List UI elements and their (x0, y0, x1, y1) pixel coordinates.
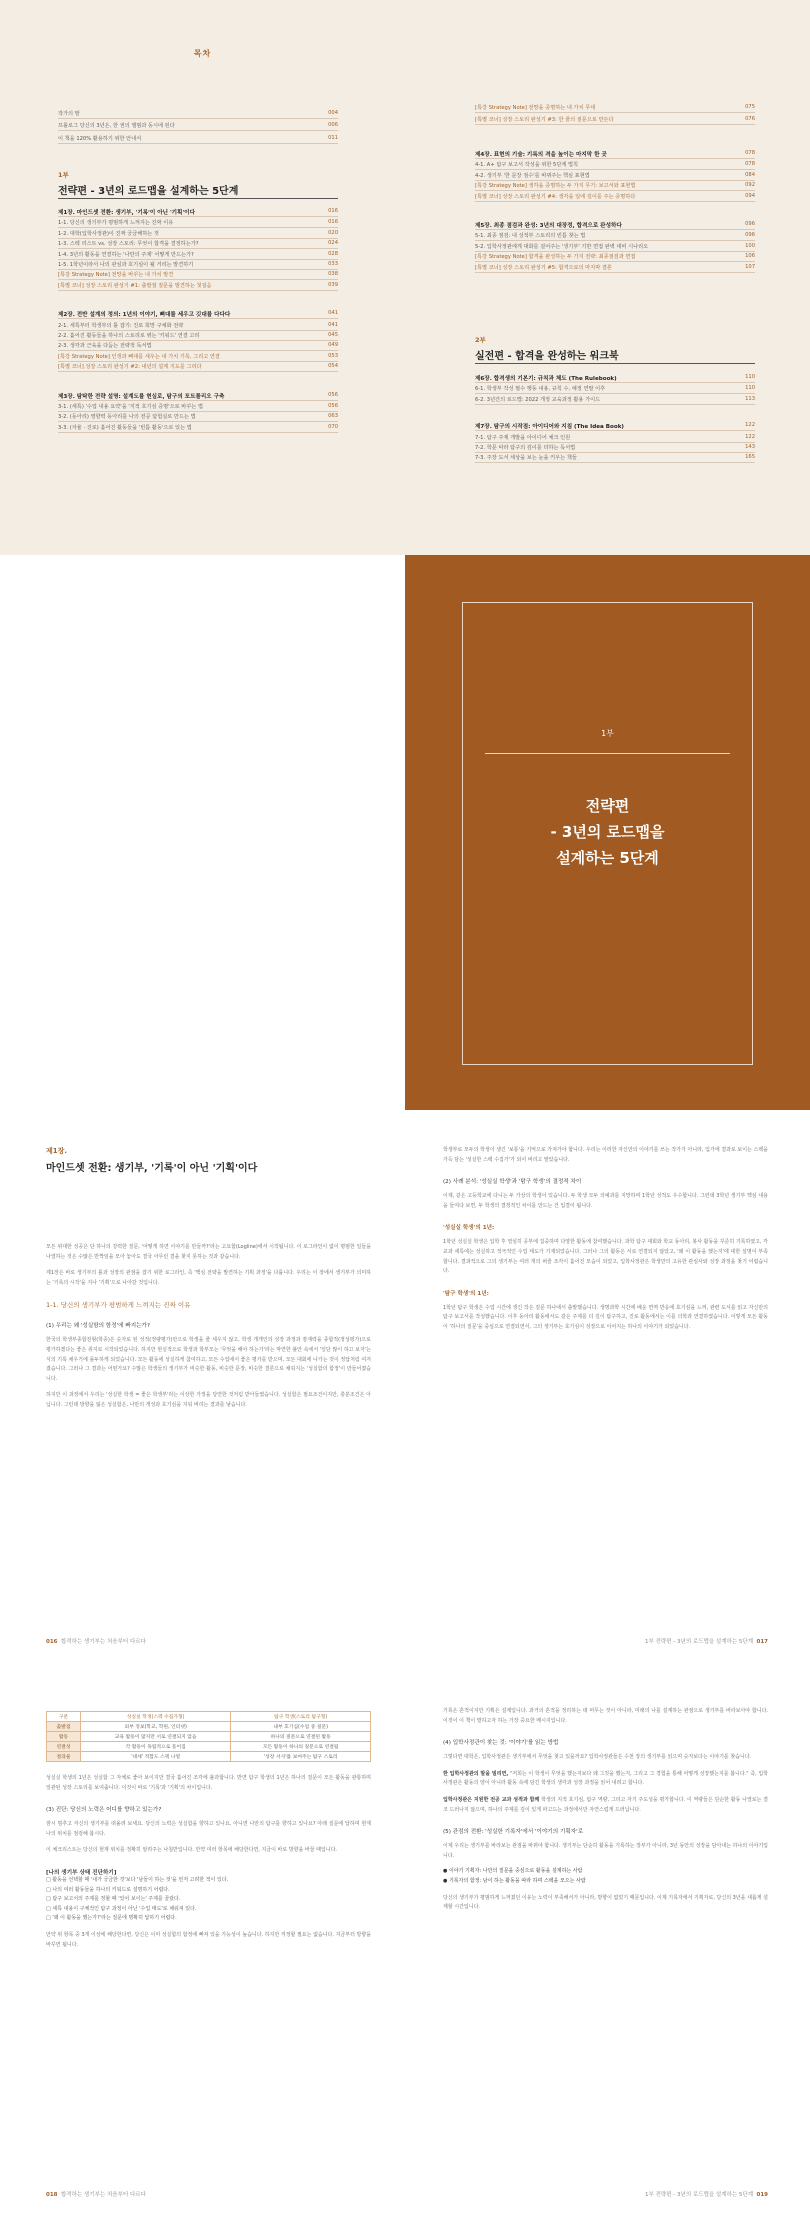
toc-entry-page: 070 (328, 423, 338, 430)
toc-entry-title: 7-2. 학문 따라 탐구의 깊이를 더하는 독서법 (475, 445, 576, 451)
toc-entry-title: 4-2. 생기부 '한 문장 점수'를 바꿔주는 핵심 표현법 (475, 172, 590, 179)
part-title-line: 전략편 (585, 797, 630, 815)
toc-entry (475, 385, 755, 394)
toc-entry-page: 016 (328, 219, 338, 226)
toc-entry-title: 1-4. 3년의 활동을 연결하는 '나만의 주제' 어떻게 만드는가? (58, 251, 194, 258)
toc-entry (58, 353, 338, 362)
toc-entry-title: [특별 코너] 성장 스토리 완성기 #4: 생각을 일에 깊이를 주는 증명하다 (475, 193, 636, 200)
chapter-number: 제1장. (46, 1147, 68, 1155)
toc-entry (58, 403, 338, 412)
table-row (47, 1732, 371, 1742)
table-header-row (47, 1712, 371, 1722)
checklist-item: □ 활동을 선택할 때 '내가 궁금한 것'보다 '남들이 하는 것'을 먼저 고려한 적이 있다. (46, 1876, 229, 1883)
page-footer (645, 2190, 768, 2198)
toc-entry-title: 7-3. 주장 도서 세상을 보는 눈을 키우는 책들 (475, 455, 577, 462)
toc-entry-title: 2-1. 세특부터 학생부의 틀 잡기: 진로 희망 구체화 전략 (58, 322, 184, 329)
toc-entry-rule (475, 261, 755, 262)
question-heading: (2) 사례 분석: '성실실 학생'과 '탐구 학생'의 결정적 차이 (443, 1179, 582, 1186)
toc-entry-page: 110 (745, 385, 755, 392)
toc-entry-rule (58, 361, 338, 362)
question-heading: (4) 입학사정관이 찾는 것: '이야기'를 읽는 방법 (443, 1740, 559, 1747)
toc-entry (475, 253, 755, 262)
toc-entry (58, 282, 338, 291)
body-paragraph: 하지만 이 과정에서 우리는 '성실한 학생 = 좋은 학생부'라는 이상한 가정을 당연한 것처럼 받아들였습니다. 성실함은 필요조건이지만, 충분조건은 아닙니다. 그런데 방향을 잃은 성실함은, 나만의 개성과 호기심을 지워 버리는 결과를 낳습니다. (46, 1392, 371, 1408)
toc-entry-rule (58, 400, 338, 401)
toc-entry-rule (475, 240, 755, 241)
toc-entry-title: 4-1. A+ 탐구 보고서 작성을 위한 5단계 법칙 (475, 162, 579, 169)
toc-entry (58, 424, 338, 433)
toc-entry (475, 104, 755, 113)
toc-entry (58, 322, 338, 331)
body-paragraph: 이 체크리스트는 당신의 현재 위치를 정확히 알려주는 나침반입니다. 만약 여러 항목에 해당한다면, 지금이 바로 방향을 바꿀 때입니다. (46, 1847, 338, 1854)
body-paragraph: 이제, 같은 고등학교에 다니는 두 가상의 학생이 있습니다. 두 학생 모두 의예과를 지망하며 1학년 성적도 우수합니다. 그런데 3학년 생기부 핵심 내용을 들여다 보면, 두 학생의 결정적인 차이를 만드는 건 입결이 됩니다. (443, 1193, 768, 1209)
page-016 (0, 1110, 405, 1663)
body-paragraph (443, 1796, 768, 1815)
toc-entry-title: 제2장. 전반 설계의 정의: 1년의 이야기, 뼈대를 세우고 깃대를 다다다 (58, 312, 231, 319)
toc-entry (58, 413, 338, 422)
page-018 (0, 1663, 405, 2216)
toc-entry (58, 122, 338, 131)
table-cell: '대세' 적합도 스펙 나열 (81, 1752, 231, 1762)
toc-entry-rule (475, 201, 755, 202)
toc-entry-page: 038 (328, 271, 338, 278)
table-cell: 모든 활동이 하나의 질문으로 연결됨 (231, 1742, 371, 1752)
toc-entry-title: 5-2. 입학사정관에게 대화를 걸어주는 '생기부' 기반 면접 완벽 대비 시나리오 (475, 243, 649, 250)
toc-entry-page: 122 (745, 433, 755, 440)
bullet-item: ● 이야기 기획자: 나만의 질문을 중심으로 활동을 설계하는 사람 (443, 1868, 583, 1875)
checklist-item: □ 나의 여러 활동들을 하나의 키워드로 설명하기 어렵다. (46, 1886, 170, 1893)
toc-entry (58, 332, 338, 341)
bold-lead: 입학사정관은 지원한 전공 교과 성적과 함께 (443, 1796, 540, 1803)
toc-entry-page: 076 (745, 116, 755, 123)
toc-entry (58, 135, 338, 144)
paragraph-text: 학생의 지적 호기심, 탐구 역량, 그리고 자기 주도성을 평가합니다. 이 역량들은 단순한 활동 나열로는 결코 드러나지 않으며, 하나의 주제를 깊이 있게 파고드는 과정에서만 자연스럽게 드러납니다. (443, 1796, 768, 1813)
toc-entry-page: 006 (328, 122, 338, 129)
toc-entry-title: 제6장. 합격생의 기본기: 규칙과 체도 (The Rulebook) (475, 376, 617, 382)
part-label: 2부 (475, 336, 486, 344)
body-paragraph: 잠시 멈추고 자신의 생기부를 떠올려 보세요. 당신의 노력은 성실함을 향하고 있나요, 아니면 나만의 탐구를 향하고 있나요? 아래 질문에 답하며 현재 나의 위치를 점검해 봅시다. (46, 1821, 371, 1837)
part-underline (475, 363, 755, 364)
toc-entry-rule (475, 382, 755, 383)
toc-entry-rule (475, 452, 755, 453)
toc-entry-page: 056 (328, 403, 338, 409)
toc-entry (475, 232, 755, 241)
toc-entry-rule (58, 143, 338, 144)
page-number: 016 (46, 1639, 58, 1645)
part-label: 1부 (58, 171, 69, 179)
toc-entry-page: 078 (745, 150, 755, 156)
table-row-label: 결과물 (47, 1752, 81, 1762)
toc-entry-title: [특별 코너] 성장 스토리 완성기 #5: 합격으로의 마지막 결론 (475, 264, 612, 271)
intro-paragraph: 제1장은 바로 생기부의 틀과 성장의 관점을 잡기 위한 로그라인, 즉 '핵심 전략을 발견하는 기획 과정'을 다룹니다. 우리는 이 장에서 생기부가 의미하는 '기록의 시작'을 지나 '기획'으로 나아갈 것입니다. (46, 1270, 371, 1286)
toc-entry-rule (475, 462, 755, 463)
toc-entry (58, 240, 338, 249)
toc-entry (475, 116, 755, 125)
toc-entry-title: 3-1. (세특) '수업 내용 요약'을 '지적 호기심 증명'으로 바꾸는 법 (58, 404, 203, 410)
toc-entry-page: 096 (745, 221, 755, 227)
table-row-label: 출발점 (47, 1722, 81, 1732)
case-heading: '탐구 학생'의 1년: (443, 1290, 489, 1297)
body-paragraph: 1학년 성실실 학생은 입학 후 열심히 공부에 집중하며 다양한 활동에 참여했습니다. 과학 탐구 대회와 학교 동아리, 봉사 활동을 꾸준히 기록하였고, 각 교과 세특에는 성실하고 적극적인 수업 태도가 기재되었습니다. 그러나 그의 활동은 서로 연결되지 않았고, '왜 이 활동을 했는지'에 대한 설명이 부족합니다. 결과적으로 그의 생기부는 여러 개의 퍼즐 조각이 흩어진 모습이 되었고, 입학사정관은 학생만의 고유한 관심사와 성장 과정을 찾기 어렵습니다. (443, 1239, 768, 1275)
toc-entry-page: 028 (328, 250, 338, 257)
section-heading: 1-1. 당신의 생기부가 평범하게 느껴지는 진짜 이유 (46, 1301, 191, 1310)
body-paragraph: 이제 우리는 생기부를 바라보는 관점을 바꿔야 합니다. 생기부는 단순히 활동을 기록하는 장부가 아니라, 3년 동안의 성장을 담아내는 하나의 이야기입니다. (443, 1843, 768, 1859)
toc-entry-title: 제5장. 최종 점검과 완성: 3년의 대장정, 합격으로 완성하다 (475, 223, 622, 229)
toc-entry (475, 161, 755, 170)
toc-entry (58, 363, 338, 372)
toc-entry-page: 143 (745, 444, 755, 450)
toc-entry-title: 제4장. 표현의 기술: 기록의 격을 높이는 마지막 한 곳 (475, 152, 607, 158)
table-cell: 외부 정보(학교, 학원, 인터넷) (81, 1722, 231, 1732)
body-paragraph: 당신의 생기부가 평범하게 느껴졌던 이유는 노력이 부족해서가 아니라, 방향이 없었기 때문입니다. 이제 기록자에서 기획자로, 당신의 3년을 새롭게 설계할 시간입니다. (443, 1894, 768, 1911)
toc-entry-title: 2-2. 흩어진 활동들을 하나의 스토리로 엮는 '키워드' 연결 고리 (58, 333, 200, 339)
toc-entry-rule (58, 118, 338, 119)
toc-entry-title: 제3장. 탐탁한 전략 설명: 설계도를 현실로, 탐구의 포트폴리오 구축 (58, 393, 225, 400)
body-spread-18-19 (0, 1663, 810, 2216)
running-title: 1부 전략편 - 3년의 로드맵을 설계하는 5단계 (645, 2192, 754, 2198)
checklist-item: □ 탐구 보고서의 주제를 정할 때 '있어 보이는' 주제를 골랐다. (46, 1896, 181, 1903)
checklist-heading: [나의 생기부 상태 진단하기] (46, 1869, 117, 1876)
body-paragraph: 만약 위 항목 중 3개 이상에 해당한다면, 당신은 이미 성실함의 함정에 빠져 있을 가능성이 높습니다. 하지만 걱정할 필요는 없습니다. 지금부터 방향을 바꾸면 됩니다. (46, 1931, 371, 1948)
body-paragraph (443, 1770, 768, 1789)
running-title: 1부 전략편 - 3년의 로드맵을 설계하는 5단계 (645, 1639, 754, 1645)
question-heading: (5) 관점의 전환: '성실한 기록자'에서 '이야기의 기획자'로 (443, 1829, 584, 1836)
toc-entry-rule (475, 272, 755, 273)
case-heading: '성실실 학생'의 1년: (443, 1225, 495, 1232)
table-cell: '성장 서사'를 보여주는 탐구 스토리 (231, 1752, 371, 1762)
toc-entry-title: 7-1. 탐구 주제 개발을 아이디어 체크 인원 (475, 434, 571, 441)
page-019 (405, 1663, 810, 2216)
toc-entry (475, 150, 755, 159)
table-row-label: 연결성 (47, 1742, 81, 1752)
toc-entry-rule (475, 158, 755, 159)
toc-entry-rule (475, 442, 755, 443)
toc-entry-title: 3-3. (자율 · 진로) 흩어진 활동들을 '빈틈 활동'으로 있는 법 (58, 424, 192, 431)
toc-entry-page: 096 (745, 232, 755, 239)
toc-entry-title: 프롤로그 당신의 3년은, 한 권의 앨범과 동시에 된다 (58, 123, 175, 130)
chapter-title: 마인드셋 전환: 생기부, '기록'이 아닌 '기획'이다 (46, 1163, 258, 1174)
part-number: 1부 (601, 729, 614, 738)
toc-spread (0, 0, 810, 555)
toc-entry-title: 제7장. 탐구의 시작점: 아이디어와 지침 (The Idea Book) (475, 424, 624, 431)
toc-entry-title: 1-2. 대학(입학사정관)이 진짜 궁금해하는 것 (58, 230, 159, 237)
toc-entry (58, 251, 338, 260)
toc-entry-page: 078 (745, 161, 755, 168)
part-title: 전략편 - 3년의 로드맵을 설계하는 5단계 (58, 186, 239, 197)
toc-entry-page: 054 (328, 363, 338, 370)
table-row (47, 1752, 371, 1762)
toc-entry-rule (58, 216, 338, 217)
page-footer (645, 1637, 768, 1645)
toc-entry-page: 020 (328, 229, 338, 236)
toc-entry-title: 이 책을 120% 활용하기 위한 안내서 (58, 135, 142, 142)
toc-entry-rule (475, 169, 755, 170)
toc-entry-rule (58, 130, 338, 131)
table-cell: 교육 활동이 많지만 서로 연결되지 않음 (81, 1732, 231, 1742)
toc-entry-page: 092 (745, 182, 755, 189)
toc-entry (475, 172, 755, 181)
part-title-line: 설계하는 5단계 (556, 849, 659, 867)
toc-entry-rule (58, 269, 338, 270)
toc-entry (475, 444, 755, 453)
part-divider-frame (462, 602, 753, 1065)
toc-entry (58, 208, 338, 217)
toc-entry-page: 049 (328, 342, 338, 349)
table-row (47, 1742, 371, 1752)
toc-entry-rule (58, 259, 338, 260)
toc-entry-rule (58, 227, 338, 228)
toc-entry-page: 075 (745, 104, 755, 110)
table-header-cell: 성실실 학생(스펙 수집가형) (81, 1712, 231, 1722)
toc-entry (475, 396, 755, 405)
toc-entry-title: [특강 Strategy Note] 합격을 완성하는 두 가지 전략: 최종점검과 면접 (475, 254, 636, 261)
bullet-item: ● 기록자의 함정: 남이 하는 활동을 따라 하며 스펙을 모으는 사람 (443, 1877, 586, 1884)
checklist-item: □ '왜 이 활동을 했는가?'라는 질문에 명확히 답하기 어렵다. (46, 1915, 177, 1922)
toc-entry-title: 6-1. 학생부 작성 필수 행동 내용, 규칙 수, 예정 연말 이후 (475, 386, 606, 393)
toc-entry (58, 310, 338, 319)
part-title-line: - 3년의 로드맵을 (550, 823, 665, 841)
toc-entry (475, 243, 755, 252)
toc-entry (58, 342, 338, 351)
table-header-cell: 탐구 학생(스토리 탐구형) (231, 1712, 371, 1722)
table-cell: 하나의 질문으로 연결된 활동 (231, 1732, 371, 1742)
toc-entry-rule (58, 290, 338, 291)
toc-entry (58, 392, 338, 401)
toc-entry-title: 6-2. 3년간의 로드맵: 2022 개정 교육과정 활용 가이드 (475, 396, 601, 403)
toc-entry-title: 3-2. (동아리) 영향력 동아리를 나의 전공 탐험실로 만드는 법 (58, 414, 196, 421)
running-title: 합격하는 생기부는 처음부터 다르다 (60, 2192, 146, 2198)
toc-entry-title: 작가의 말 (58, 111, 80, 117)
toc-title: 목차 (193, 49, 212, 58)
part-title (463, 793, 752, 871)
toc-entry-title: [특별 코너] 성장 스토리 완성기 #1: 출발점 질문을 발견하는 첫걸음 (58, 282, 212, 289)
body-paragraph: 학생부로 모두의 학생이 생긴 '보통'을 기억으로 가져가야 합니다. 우리는 이러한 자신만의 이야기를 쓰는 작가가 아니라, 입가에 결과로 보이는 스펙을 가득 담는 '성실한 스펙 수집가'가 되어 버리고 말았습니다. (443, 1147, 768, 1163)
toc-entry-page: 107 (745, 263, 755, 270)
toc-entry-rule (58, 421, 338, 422)
intro-paragraph: 모든 위대한 성공은 단 하나의 강력한 질문, '어떻게 하면 이야기를 만들까?'라는 고요함(Logline)에서 시작됩니다. 이 로그라인이 없이 평범한 일들을 나열하는 것은 수많은 반짝임을 모아 놓아도 결국 아무런 결을 찾지 못하는 것과 같습니다. (46, 1244, 371, 1260)
toc-entry-page: 106 (745, 253, 755, 260)
bold-lead: 한 입학사정관의 말을 빌리면, (443, 1770, 509, 1777)
toc-entry-rule (475, 430, 755, 431)
table-header-cell: 구분 (47, 1712, 81, 1722)
table-row-label: 활동 (47, 1732, 81, 1742)
toc-entry (58, 271, 338, 280)
toc-entry (58, 261, 338, 270)
toc-entry-page: 053 (328, 352, 338, 359)
paragraph-text: "저희는 이 학생이 무엇을 했는지보다 왜 그것을 했는지, 그리고 그 경험을 통해 어떻게 성장했는지를 봅니다." 즉, 입학사정관은 활동의 양이 아니라 활동 속에 담긴 학생의 생각과 성장 과정을 읽어 내려고 합니다. (443, 1770, 768, 1787)
checklist (46, 1876, 371, 1924)
toc-entry-page: 039 (328, 281, 338, 288)
toc-entry-page: 033 (328, 261, 338, 267)
toc-entry-rule (475, 229, 755, 230)
table-cell: 각 활동이 독립적으로 흩어짐 (81, 1742, 231, 1752)
page-footer (46, 1637, 146, 1645)
toc-entry-page: 011 (328, 134, 338, 141)
toc-entry-rule (58, 371, 338, 372)
toc-entry-title: 5-1. 최종 점검: 내 성적부 스토리의 빈틈 찾는 법 (475, 233, 586, 240)
page-number: 017 (756, 1639, 768, 1645)
toc-entry-page: 110 (745, 374, 755, 380)
toc-entry-title: 제1장. 마인드셋 전환: 생기부, '기록'이 아닌 '기획'이다 (58, 210, 195, 216)
divider-rule (485, 753, 730, 754)
toc-entry-page: 016 (328, 208, 338, 214)
page-017 (405, 1110, 810, 1663)
toc-entry-page: 024 (328, 240, 338, 247)
toc-entry-rule (58, 411, 338, 412)
toc-entry-page: 084 (745, 171, 755, 178)
toc-entry-rule (58, 330, 338, 331)
toc-entry (475, 434, 755, 443)
question-heading: (1) 우리는 왜 '성실함의 함정'에 빠지는가? (46, 1323, 150, 1330)
toc-entry-rule (58, 350, 338, 351)
toc-entry-title: 1-1. 당신의 생기부가 평범하게 느껴지는 진짜 이유 (58, 220, 174, 227)
toc-entry (475, 264, 755, 273)
toc-entry-rule (58, 279, 338, 280)
body-paragraph: 그렇다면 대학은, 입학사정관은 생기부에서 무엇을 찾고 있을까요? 입학사정관들은 수천 장의 생기부를 읽으며 숫자보다는 이야기를 찾습니다. (443, 1754, 752, 1761)
table-cell: 내부 호기심(수업 중 질문) (231, 1722, 371, 1732)
toc-entry-title: [특강 Strategy Note] 인생과 뼈대를 세우는 내 가치 기록, 그리고 연결 (58, 353, 220, 360)
toc-entry-page: 041 (328, 310, 338, 317)
body-paragraph: 성실실 학생의 1년은 성실함 그 자체로 좋아 보이지만 결국 흩어진 조각에 불과합니다. 반면 탐구 학생의 1년은 하나의 질문이 모든 활동을 관통하며 일관된 성장 스토리를 보여줍니다. 이것이 바로 '기록'과 '기획'의 차이입니다. (46, 1775, 371, 1791)
toc-entry-rule (58, 340, 338, 341)
toc-entry-page: 113 (745, 395, 755, 402)
toc-entry-title: [특별 코너] 성장 스토리 완성기 #2: 내년의 설계 지도를 그리다 (58, 364, 202, 371)
running-title: 합격하는 생기부는 처음부터 다르다 (60, 1639, 146, 1645)
body-paragraph: 기록은 흔적이지만 기획은 설계입니다. 과거의 흔적을 정리하는 데 머무는 것이 아니라, 미래의 나를 설계하는 관점으로 생기부를 바라보아야 합니다. 이것이 이 책이 말하고자 하는 가장 중요한 메시지입니다. (443, 1708, 768, 1724)
toc-entry-title: [특별 코너] 성장 스토리 완성기 #3: 한 줄의 질문으로 만든다 (475, 117, 614, 124)
body-paragraph: 한국의 학생부종합전형(학종)은 숫자로 된 성적(정량평가)만으로 학생을 줄 세우지 않고, 학생 개개인의 성장 과정과 잠재력을 종합적(정성평가)으로 평가하겠다는 좋은 취지로 시작되었습니다. 하지만 현실적으로 학생과 학부모는 '무엇을 해야 하는가'라는 막연한 불안 속에서 '일단 많이 하고 보자'는 식의 기록 채우기에 몰두하게 되었습니다. 모든 활동에 성실하게 참여하고, 모든 수업에서 좋은 평가를 받으며, 모든 대회에 나가는 것이 정답처럼 여겨졌습니다. 그러나 그 결과는 어떤가요? 수많은 학생들의 생기부가 비슷한 활동, 비슷한 문장, 비슷한 결론으로 채워지는 '성실함의 함정'이 만들어졌습니다. (46, 1337, 371, 1382)
toc-entry-page: 165 (745, 454, 755, 461)
toc-entry-page: 041 (328, 321, 338, 328)
bullet-list (443, 1867, 768, 1886)
part-divider-spread (0, 555, 810, 1110)
comparison-table (46, 1711, 371, 1762)
toc-entry-title: [특강 Strategy Note] 전망을 증명하는 내 가치 무대 (475, 105, 596, 111)
body-spread-16-17 (0, 1110, 810, 1663)
toc-entry-page: 004 (328, 110, 338, 116)
toc-entry-page: 100 (745, 242, 755, 249)
toc-entry-rule (58, 318, 338, 319)
toc-entry-rule (58, 248, 338, 249)
checklist-item: □ 세특 내용이 구체적인 탐구 과정이 아닌 '수업 태도'로 채워져 있다. (46, 1905, 197, 1912)
part-underline (58, 198, 338, 199)
toc-entry (58, 230, 338, 239)
toc-entry-page: 063 (328, 413, 338, 420)
question-heading: (3) 진단: 당신의 노력은 어디를 향하고 있는가? (46, 1807, 162, 1814)
toc-entry-page: 122 (745, 422, 755, 429)
toc-entry-rule (475, 112, 755, 113)
toc-entry (475, 422, 755, 431)
toc-entry (475, 374, 755, 383)
part-divider-page (405, 555, 810, 1110)
toc-entry (58, 110, 338, 119)
toc-entry-title: [특강 Strategy Note] 생각을 증명하는 두 가지 무기: 보고서와 표현법 (475, 183, 636, 190)
toc-entry-title: 1-3. 스펙 리스트 vs. 성장 스토리: 무엇이 합격을 결정하는가? (58, 241, 199, 248)
toc-entry-page: 056 (328, 391, 338, 398)
part-title: 실전편 - 합격을 완성하는 워크북 (475, 351, 619, 362)
toc-entry (475, 454, 755, 463)
toc-entry-page: 094 (745, 192, 755, 199)
toc-entry-page: 045 (328, 332, 338, 338)
toc-entry-rule (475, 190, 755, 191)
page-number: 019 (756, 2192, 768, 2198)
toc-entry-rule (475, 393, 755, 394)
toc-entry (475, 182, 755, 191)
toc-entry-title: 2-3. 생각과 근육을 다듬는 전략적 독서법 (58, 343, 152, 350)
toc-entry (475, 221, 755, 230)
page-footer (46, 2190, 146, 2198)
table-row (47, 1722, 371, 1732)
toc-entry (475, 193, 755, 202)
toc-entry-title: [특강 Strategy Note] 전망을 바꾸는 내 가치 발견 (58, 272, 174, 279)
toc-entry-rule (475, 180, 755, 181)
toc-entry (58, 219, 338, 228)
page-number: 018 (46, 2192, 58, 2198)
toc-entry-rule (475, 124, 755, 125)
toc-entry-title: 1-5. 1학년이라서 나의 관심과 호기심이 될 거리는 발견하기 (58, 262, 194, 268)
toc-entry-rule (58, 238, 338, 239)
toc-entry-rule (475, 251, 755, 252)
toc-entry-rule (475, 404, 755, 405)
toc-entry-rule (58, 432, 338, 433)
body-paragraph: 1학년 탐구 학생은 수업 시간에 생긴 작은 질문 하나에서 출발했습니다. 생명과학 시간에 배운 면역 반응에 호기심을 느껴, 관련 도서를 읽고 자신만의 탐구 보고서를 작성했습니다. 이후 동아리 활동에서도 같은 주제를 더 깊이 탐구하고, 진로 활동에서는 이를 의학과 연결하였습니다. 이렇게 모든 활동이 '하나의 질문'을 중심으로 연결되면서, 그의 생기부는 호기심이 성장으로 이어지는 하나의 이야기가 되었습니다. (443, 1304, 768, 1330)
